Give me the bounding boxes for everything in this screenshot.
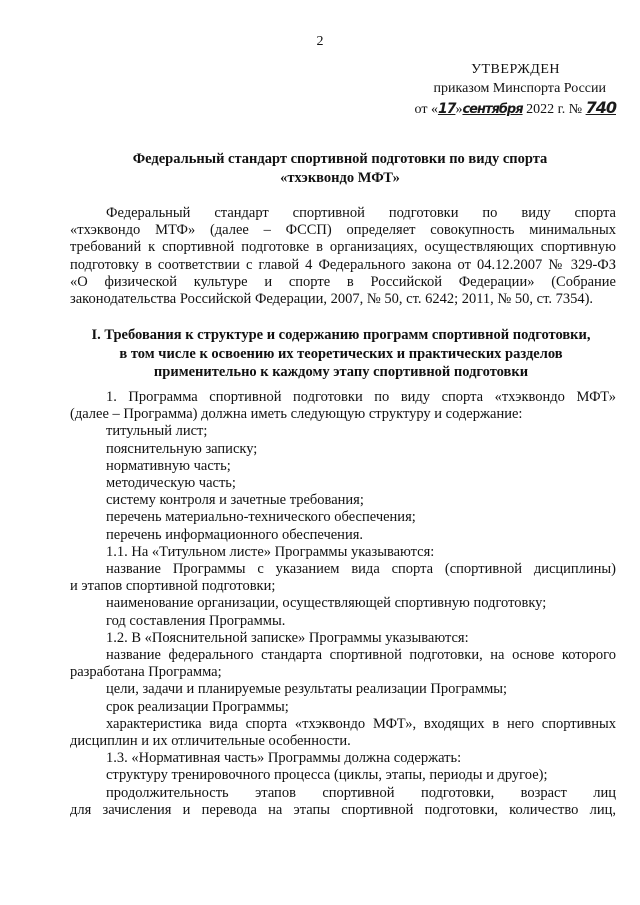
signature-mark-icon — [606, 79, 607, 80]
list-item: срок реализации Программы; — [106, 698, 289, 715]
intro-line: «О физической культуре и спорте в Российской Федерации» (Собрание — [70, 273, 616, 290]
paragraph-1-3: 1.3. «Нормативная часть» Программы должна содержать: — [106, 750, 462, 767]
document-title-line1: Федеральный стандарт спортивной подготовки по виду спорта — [132, 151, 548, 167]
approval-order-line — [366, 79, 616, 98]
section-heading — [58, 326, 624, 382]
list-item: методическую часть; — [106, 475, 236, 492]
order-number: 740 — [585, 98, 616, 117]
intro-line: Федеральный стандарт спортивной подготовки по виду спорта — [106, 205, 616, 221]
date-prefix: от « — [414, 102, 438, 117]
approval-date-line — [366, 98, 616, 119]
document-title — [60, 150, 620, 188]
list-item: пояснительную записку; — [106, 440, 258, 457]
intro-line: «тхэквондо МТФ» (далее – ФССП) определяет совокупность минимальных — [70, 222, 616, 239]
date-year: 2022 г. № — [522, 102, 586, 117]
intro-paragraph — [70, 205, 616, 308]
list-item: нормативную часть; — [106, 457, 231, 474]
list-item: систему контроля и зачетные требования; — [106, 492, 364, 509]
approval-order-text: приказом Минспорта России — [433, 81, 606, 96]
intro-line: законодательства Российской Федерации, 2007, № 50, ст. 6242; 2011, № 50, ст. 7354). — [70, 291, 594, 308]
paragraph-1-2: 1.2. В «Пояснительной записке» Программы указываются: — [106, 629, 469, 646]
list-item-continued: дисциплин и их отличительные особенности. — [70, 733, 351, 750]
list-item: характеристика вида спорта «тхэквондо МФТ», входящих в него спортивных — [106, 715, 616, 732]
list-item: название федерального стандарта спортивной подготовки, на основе которого — [106, 647, 616, 664]
list-item-continued: для зачисления и перевода на этапы спортивной подготовки, количество лиц, — [70, 801, 616, 818]
paragraph-1-line1: 1. Программа спортивной подготовки по виду спорта «тхэквондо МФТ» — [106, 389, 616, 405]
list-item: цели, задачи и планируемые результаты реализации Программы; — [106, 681, 508, 698]
list-item-continued: и этапов спортивной подготовки; — [70, 578, 276, 595]
list-item: перечень материально-технического обеспечения; — [106, 509, 416, 526]
list-item: перечень информационного обеспечения. — [106, 526, 363, 543]
section-heading-line1: I. Требования к структуре и содержанию программ спортивной подготовки, — [91, 327, 591, 343]
approval-title: УТВЕРЖДЕН — [471, 62, 560, 77]
intro-line: подготовку в соответствии с главой 4 Федерального закона от 04.12.2007 № 329-ФЗ — [70, 256, 616, 273]
approval-block — [366, 60, 616, 119]
page-number: 2 — [316, 34, 324, 49]
date-month: сентября — [462, 102, 523, 117]
document-title-line2: «тхэквондо МФТ» — [280, 170, 400, 186]
paragraph-1-line2: (далее – Программа) должна иметь следующую структуру и содержание: — [70, 406, 523, 423]
section-content — [70, 389, 616, 819]
list-item: продолжительность этапов спортивной подготовки, возраст лиц — [106, 784, 616, 801]
paragraph-1-1: 1.1. На «Титульном листе» Программы указываются: — [106, 543, 435, 560]
list-item: структуру тренировочного процесса (циклы, этапы, периоды и другое); — [106, 767, 548, 784]
list-item: титульный лист; — [106, 423, 208, 440]
section-heading-line3: применительно к каждому этапу спортивной подготовки — [153, 364, 529, 380]
date-mid: » — [455, 102, 463, 117]
list-item: название Программы с указанием вида спорта (спортивной дисциплины) — [106, 561, 616, 578]
section-heading-line2: в том числе к освоению их теоретических и практических разделов — [119, 345, 563, 362]
intro-line: требований к спортивной подготовке в организациях, осуществляющих спортивную — [70, 239, 616, 256]
list-item-continued: разработана Программа; — [70, 664, 222, 681]
list-item: наименование организации, осуществляющей спортивную подготовку; — [106, 595, 547, 612]
date-day: 17 — [437, 101, 456, 117]
list-item: год составления Программы. — [106, 612, 286, 629]
